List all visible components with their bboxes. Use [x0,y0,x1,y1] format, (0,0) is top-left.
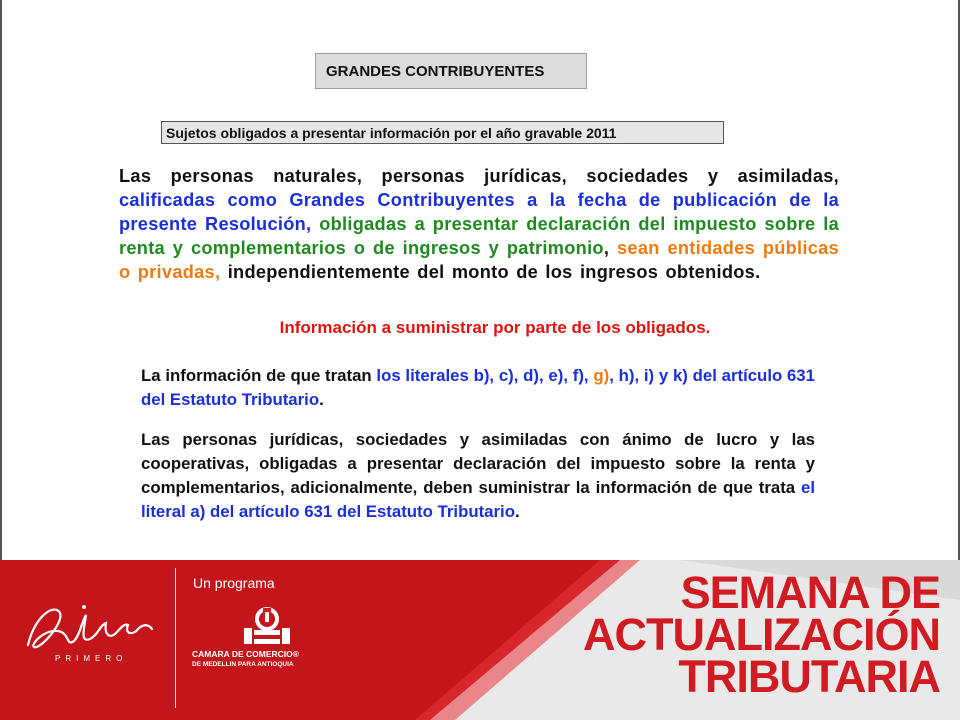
main-paragraph-part1: Las personas naturales, personas jurídicas, sociedades y asimiladas, [119,166,839,186]
info-heading [0,318,960,338]
info-heading-text: Información a suministrar por parte de los obligados. [279,318,711,337]
subtitle [161,121,724,144]
event-title [583,567,940,702]
subtitle-text: Sujetos obligados a presentar información por el año gravable 2011 [166,124,617,141]
main-paragraph [119,164,839,284]
main-paragraph-part5: sean entidades públicas o privadas, [119,238,840,282]
section-title [315,53,587,89]
frame-left-border [0,0,2,560]
section-title-text: GRANDES CONTRIBUYENTES [326,62,545,80]
event-title-line2: ACTUALIZACIÓN [583,609,940,660]
chamber-name-line2: DE MEDELLIN PARA ANTIOQUIA [192,661,294,668]
program-label: Un programa [193,575,275,591]
para3-part1: Las personas jurídicas, sociedades y asimiladas con ánimo de lucro y las cooperativas, obligadas a presentar declaración del impuesto sobre la renta y complementarios, adicionalmente, deben suministrar la información de que trata [141,430,815,497]
chamber-of-commerce-logo-icon [240,606,294,646]
main-paragraph-part3: obligadas a presentar declaración del impuesto sobre la renta y complementarios o de ingresos y patrimonio [119,214,839,258]
para3-part3: . [514,502,520,521]
para2-part4: , h), i) y k) del artículo 631 del Estatuto Tributario [141,366,815,409]
main-paragraph-part6: independientemente del monto de los ingresos obtenidos. [227,262,761,282]
main-paragraph-part4: , [603,238,617,258]
info-paragraph-1 [141,364,815,412]
info-paragraph-2 [141,428,815,524]
para2-part3: g) [593,366,610,385]
main-paragraph-part2: calificadas como Grandes Contribuyentes a la fecha de publicación de la presente Resolución, [119,190,839,234]
para2-part1: La información de que tratan [141,366,377,385]
para2-part5: . [319,390,324,409]
event-title-line1: SEMANA DE [680,567,940,618]
para3-part2: el literal a) del artículo 631 del Estatuto Tributario [141,478,815,521]
chamber-name-line1: CAMARA DE COMERCIO® [192,649,300,659]
footer-divider [175,568,176,708]
signature-subtitle: PRIMERO [55,654,128,663]
para2-part2: los literales b), c), d), e), f), [376,366,594,385]
event-title-line3: TRIBUTARIA [678,651,940,702]
